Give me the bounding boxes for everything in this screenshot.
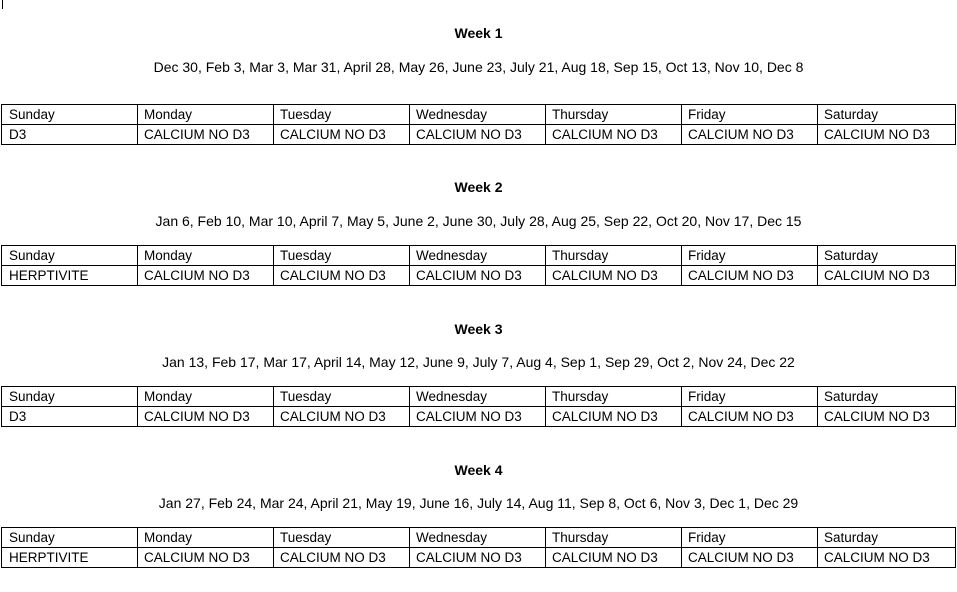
week-3-table [1, 386, 956, 427]
day-header-cell: Sunday [2, 387, 138, 407]
week-title: Week 3 [454, 321, 503, 337]
day-header-cell: Tuesday [274, 246, 410, 266]
day-header-row [2, 387, 956, 407]
day-header-cell: Saturday [818, 105, 956, 125]
day-header-cell: Saturday [818, 528, 956, 548]
day-header-cell: Friday [682, 528, 818, 548]
supplement-cell: CALCIUM NO D3 [410, 548, 546, 568]
supplement-cell: CALCIUM NO D3 [274, 548, 410, 568]
day-header-cell: Thursday [546, 105, 682, 125]
day-header-cell: Saturday [818, 246, 956, 266]
day-header-cell: Friday [682, 387, 818, 407]
supplement-cell: CALCIUM NO D3 [546, 407, 682, 427]
day-header-cell: Thursday [546, 246, 682, 266]
day-header-cell: Sunday [2, 246, 138, 266]
supplement-row [2, 548, 956, 568]
day-header-cell: Tuesday [274, 387, 410, 407]
supplement-row [2, 407, 956, 427]
day-header-cell: Thursday [546, 387, 682, 407]
day-header-row [2, 105, 956, 125]
supplement-row [2, 266, 956, 286]
supplement-row [2, 125, 956, 145]
supplement-cell: CALCIUM NO D3 [274, 407, 410, 427]
day-header-cell: Sunday [2, 105, 138, 125]
day-header-row [2, 528, 956, 548]
week-dates: Jan 13, Feb 17, Mar 17, April 14, May 12, June 9, July 7, Aug 4, Sep 1, Sep 29, Oct 2, Nov 24, Dec 22 [162, 354, 795, 370]
supplement-cell: CALCIUM NO D3 [818, 407, 956, 427]
supplement-cell: CALCIUM NO D3 [682, 266, 818, 286]
supplement-cell: CALCIUM NO D3 [138, 548, 274, 568]
day-header-cell: Saturday [818, 387, 956, 407]
supplement-cell: CALCIUM NO D3 [138, 407, 274, 427]
week-dates: Jan 27, Feb 24, Mar 24, April 21, May 19, June 16, July 14, Aug 11, Sep 8, Oct 6, Nov 3, Dec 1, Dec 29 [158, 495, 799, 511]
day-header-cell: Tuesday [274, 105, 410, 125]
supplement-cell: CALCIUM NO D3 [274, 266, 410, 286]
supplement-cell: CALCIUM NO D3 [682, 407, 818, 427]
day-header-cell: Wednesday [410, 105, 546, 125]
supplement-cell: CALCIUM NO D3 [818, 266, 956, 286]
supplement-cell: CALCIUM NO D3 [410, 266, 546, 286]
week-dates: Jan 6, Feb 10, Mar 10, April 7, May 5, June 2, June 30, July 28, Aug 25, Sep 22, Oct 20, Nov 17, Dec 15 [155, 213, 802, 229]
day-header-cell: Thursday [546, 528, 682, 548]
supplement-cell: CALCIUM NO D3 [546, 548, 682, 568]
week-title: Week 1 [454, 25, 503, 41]
supplement-cell: CALCIUM NO D3 [682, 125, 818, 145]
day-header-cell: Tuesday [274, 528, 410, 548]
supplement-cell: CALCIUM NO D3 [138, 266, 274, 286]
supplement-cell: CALCIUM NO D3 [410, 407, 546, 427]
day-header-cell: Monday [138, 246, 274, 266]
supplement-cell: CALCIUM NO D3 [682, 548, 818, 568]
text-cursor [2, 0, 3, 9]
week-2-table [1, 245, 956, 286]
day-header-cell: Wednesday [410, 246, 546, 266]
week-4-table [1, 527, 956, 568]
supplement-cell: HERPTIVITE [2, 266, 138, 286]
week-1-table [1, 104, 956, 145]
day-header-cell: Friday [682, 246, 818, 266]
day-header-cell: Monday [138, 105, 274, 125]
day-header-cell: Friday [682, 105, 818, 125]
day-header-cell: Sunday [2, 528, 138, 548]
supplement-cell: CALCIUM NO D3 [818, 548, 956, 568]
day-header-row [2, 246, 956, 266]
day-header-cell: Wednesday [410, 387, 546, 407]
supplement-cell: CALCIUM NO D3 [546, 125, 682, 145]
day-header-cell: Monday [138, 387, 274, 407]
supplement-cell: HERPTIVITE [2, 548, 138, 568]
supplement-cell: CALCIUM NO D3 [546, 266, 682, 286]
supplement-cell: D3 [2, 407, 138, 427]
day-header-cell: Monday [138, 528, 274, 548]
day-header-cell: Wednesday [410, 528, 546, 548]
supplement-cell: CALCIUM NO D3 [410, 125, 546, 145]
week-dates: Dec 30, Feb 3, Mar 3, Mar 31, April 28, May 26, June 23, July 21, Aug 18, Sep 15, Oct 13, Nov 10, Dec 8 [153, 59, 804, 75]
supplement-cell: D3 [2, 125, 138, 145]
supplement-cell: CALCIUM NO D3 [274, 125, 410, 145]
supplement-cell: CALCIUM NO D3 [138, 125, 274, 145]
week-title: Week 2 [454, 179, 503, 195]
week-title: Week 4 [454, 462, 503, 478]
supplement-cell: CALCIUM NO D3 [818, 125, 956, 145]
